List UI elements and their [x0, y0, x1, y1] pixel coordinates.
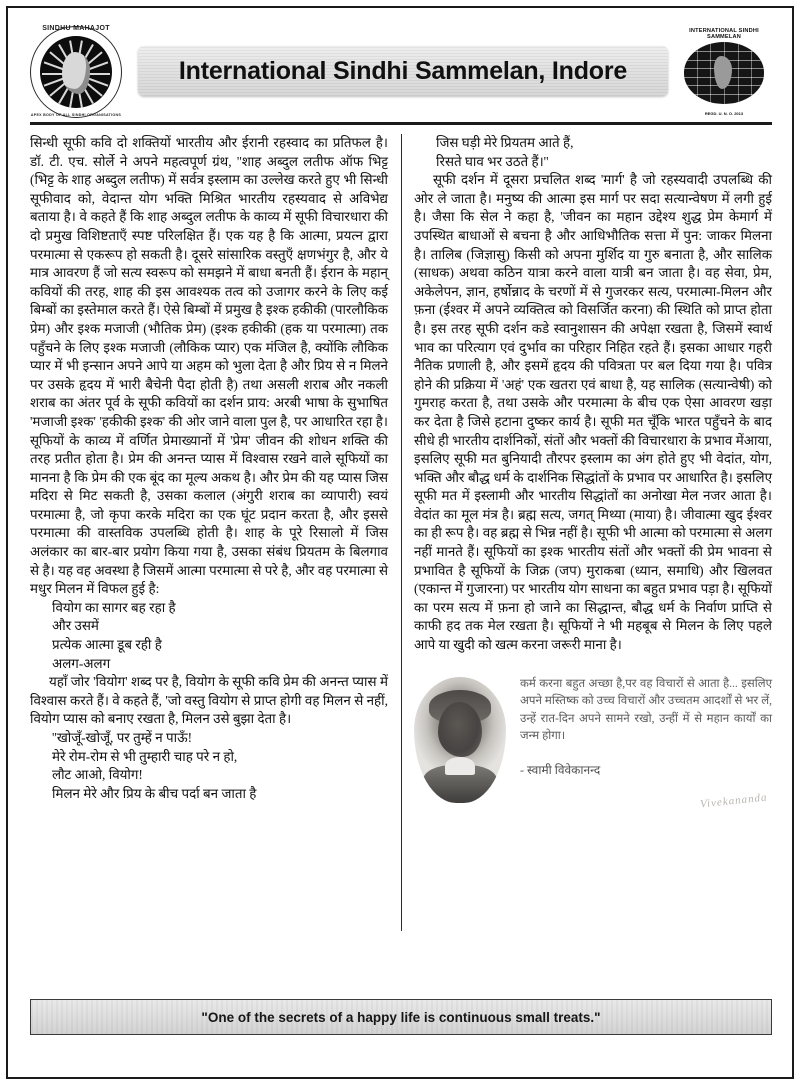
- page-title-plate: [138, 46, 668, 96]
- verse-line: अलग-अलग: [52, 655, 111, 671]
- verse-line: मेरे रोम-रोम से भी तुम्हारी चाह परे न हो,: [52, 748, 238, 764]
- vivekananda-quote: कर्म करना बहुत अच्छा है,पर वह विचारों से आता है... इसलिए अपने मस्तिष्क को उच्च विचारों और उच्चतम आदर्शों से भर लें, उन्हें रात-दिन अपने सामने रखो, उन्हीं में से महान कार्यों का जन्म होगा।: [520, 676, 772, 743]
- left-paragraph-2: यहाँ जोर 'वियोग' शब्द पर है, वियोग के सूफी कवि प्रेम की अनन्त प्यास में विश्वास करते हैं। वे कहते हैं, 'जो वस्तु वियोग से प्राप्त होगी वह मिलन से नहीं, वियोग प्यास को बनाए रखता है, मिलन उसे बुझा देता है।: [30, 674, 388, 727]
- verse-line: जिस घड़ी मेरे प्रियतम आते हैं,: [436, 135, 574, 150]
- left-verse-1: [30, 599, 388, 673]
- swami-vivekananda-portrait-icon: [414, 677, 506, 803]
- international-sindhi-sammelan-logo-icon: [676, 28, 772, 118]
- vivekananda-signature: Vivekananda: [699, 791, 769, 811]
- vivekananda-quote-text-block: [506, 669, 772, 778]
- globe-icon: [684, 42, 765, 103]
- header-divider-rule: [30, 122, 772, 125]
- left-verse-2: [30, 729, 388, 803]
- vivekananda-quote-panel: [414, 669, 772, 809]
- sindhu-mahajot-logo-icon: [30, 26, 122, 118]
- verse-line: रिसते घाव भर उठते हैं।'': [436, 153, 549, 169]
- left-column: [30, 134, 401, 934]
- verse-line: वियोग का सागर बह रहा है: [52, 599, 176, 615]
- verse-line: और उसमें: [52, 618, 99, 634]
- right-verse-1: [414, 134, 772, 171]
- globe-landmass: [714, 56, 732, 89]
- right-column: [401, 134, 772, 934]
- globe-caption-top: INTERNATIONAL SINDHI SAMMELAN: [689, 28, 759, 40]
- seal-core: [40, 36, 112, 108]
- portrait-face: [438, 702, 482, 757]
- column-divider: [401, 134, 402, 931]
- footer-quote-banner: [30, 999, 772, 1035]
- verse-line: मिलन मेरे और प्रिय के बीच पर्दा बन जाता है: [52, 785, 257, 801]
- vivekananda-attribution: - स्वामी विवेकानन्द: [520, 762, 601, 777]
- verse-line: लौट आओ, वियोग!: [52, 767, 143, 783]
- seal-emblem-figure-icon: [62, 52, 91, 94]
- seal-caption-bottom: APEX BODY OF ALL SINDHI ORGANISATIONS: [30, 113, 122, 117]
- seal-caption-top: SINDHU MAHAJOT: [42, 25, 110, 32]
- page-title: International Sindhi Sammelan, Indore: [178, 56, 628, 85]
- left-paragraph-1: सिन्धी सूफी कवि दो शक्तियों भारतीय और ईरानी रहस्वाद का प्रतिफल है। डॉ. टी. एच. सोर्ले ने अपने महत्वपूर्ण ग्रंथ, ''शाह अब्दुल लतीफ ऑफ भिट्ट (भिट्ट के शाह अब्दुल लतीफ) में सर्वत्र इस्लाम का उल्लेख करते हुए भी सिन्धी सूफीवाद को, वेदान्त योग भक्ति मिश्रित भारतीय रहस्यवाद से अविभेद्य बताया है। वे कहते हैं कि शाह अब्दुल लतीफ के काव्य में सूफी विचारधारा की दो प्रमुख विशिष्टताएँ स्पष्ट परिलक्षित हैं। एक यह है कि आत्मा, प्रयत्न द्वारा परमात्मा से एकरूप हो सकती है। दूसरे सांसारिक वस्तुएँ क्षणभंगुर है, और ये मात्र आवरण हैं जो सत्य स्वरूप को समझने में बाधा बनती हैं। ईरान के महान् कवियों की तरह, शाह की इस आवश्यक तत्व को उजागर करने के लिए कई बिम्बों का इस्तेमाल करते हैं। ऐसे बिम्बों में प्रमुख है इश्क हकीकी (पारलौकिक प्रेम) और इश्क मजाजी (भौतिक प्रेम) (इश्क हकीकी (हक या परमात्मा) तक पहुँचने के लिए इश्क मजाजी (लौकिक प्यार) एक मंजिल है, क्योंकि लौकिक प्यार में भी इन्सान अपने आपे या अहम को भुला देता है और प्रिय से न मिलने पर उसके हृदय में भारी बैचेनी पैदा होती है) तथा असली शराब और नकली शराब का अंतर पूर्व के सूफी कवियों का दर्शन प्राय: अरबी भाषा के सुभाषित 'मजाजी इश्क' 'हकीकी इश्क' की ओर जाने वाला पुल है, पर आधारित रहा है। सूफियों के काव्य में वर्णित प्रेमाख्यानों में 'प्रेम' जीवन की शोधन शक्ति की तरह प्रतीत होता है। प्रेम की अनन्त प्यास में विश्वास रखने वाले सूफियों का मानना है कि प्रेम की एक बूंद का मूल्य अकथ है। और प्रेम की यह प्यास जिस मदिरा से मिट सकती है, उसका कलाल (अंगुरी शराब का व्यापारी) स्वयं परमात्मा है, जो कृपा करके मदिरा का एक घूंट प्रदान करता है, और इससे परमात्मा की वास्तविक उपलब्धि होती है। शाह के पूरे रिसालो में जिस अलंकार का बार-बार प्रयोग किया गया है, उसका संबंध प्रियतम के बिलगाव से है। यह वह अवस्था है जिसमें आत्मा परमात्मा से परे है, और वह परमात्मा से मधुर मिलन में विफल हुई है:: [30, 135, 388, 597]
- verse-line: प्रत्येक आत्मा डूब रही है: [52, 637, 162, 653]
- page-content: [22, 18, 778, 1067]
- globe-caption-bottom: REGD. U. N. O. 2013: [704, 111, 744, 116]
- footer-quote-text: "One of the secrets of a happy life is continuous small treats.": [201, 1009, 601, 1025]
- portrait-collar: [445, 757, 474, 775]
- right-paragraph-1: सूफी दर्शन में दूसरा प्रचलित शब्द 'मार्ग' है जो रहस्यवादी उपलब्धि की ओर ले जाता है। मनुष्य की आत्मा इस मार्ग पर सदा सत्यान्वेषण में लगी हुई है। जैसा कि सेल ने कहा है, 'जीवन का महान उद्देश्य शुद्ध प्रेम केमार्ग में उपस्थित बाधाओं से बचना है और आधिभौतिक सत्ता में पुन: जाकर मिलना है। तालिब (जिज्ञासु) किसी को अपना मुर्शिद या गुरु बनाता है, और सालिक (साधक) अथवा कठिन यात्रा करने वाला यात्री बन जाता है। वह सेवा, प्रेम, अकेलेपन, ज्ञान, हर्षोन्नाद के चरणों में से गुजरकर सत्य, परमात्मा-मिलन और फ़ना (ईश्वर में अपने व्यक्तित्व को विसर्जित करना) की स्थिति को प्राप्त होता है। इस तरह सूफी दर्शन कडे स्वानुशासन की अपेक्षा रखता है, जिसमें स्वार्थ भाव का परित्याग एवं दुर्भाव का परिहार निहित रहते हैं। इसका आधार गहरी नैतिक प्रणाली है, और इसमें हृदय की पवित्रता पर बल दिया गया है। पवित्र होने की प्रक्रिया में 'अहं' एक खतरा एवं बाधा है, यह सालिक (सत्यान्वेषी) को गुमराह करता है, तथा उसके और परमात्मा के बीच एक ऐसा आवरण खड़ा कर देता है जिसे हटाना दुष्कर कार्य है। सूफी मत चूँकि भारत पहुँचने के बाद सीधे ही भारतीय दार्शनिकों, संतों और भक्तों की विचारधारा के प्रभाव मेंआया, इसलिए सूफी मत बुनियादी तौरपर इस्लाम का अंग होते हुए भी वेदांत, योग, भक्ति और बौद्ध धर्म के दार्शनिक सिद्धांतों के प्रभाव पर आधारित है। इसलिए सूफी मत में इस्लामी और भारतीय सिद्धांतों का अनोखा मेल नजर आता है। वेदांत का मूल मंत्र है। ब्रह्म सत्य, जगत् मिथ्या (माया) है। जीवात्मा खुद ईश्वर का ही रूप है। वह ब्रह्म से भिन्न नहीं है। सूफी भी आत्मा को परमात्मा से अलग नहीं मानते हैं। सूफियों का इश्क भारतीय संतों और भक्तों की प्रेम भावना से प्रभावित है सूफियों के जिक्र (जप) मुराकबा (ध्यान, समाधि) और खिलवत (एकान्त में गुजारना) पर भारतीय योग साधना का बहुत प्रभाव पड़ा है। सूफियों का परम सत्य में फ़ना हो जाने का सिद्धान्त, बौद्ध धर्म के निर्वाण प्राप्ति से काफी हद तक मेल रखता है। सूफियों ने भी महबूब से मिलन के लिए पहले आपे या खुदी को खत्म करना जरूरी माना है।: [414, 172, 772, 653]
- verse-line: ''खोजूँ-खोजूँ, पर तुम्हें न पाऊँ!: [52, 730, 193, 745]
- masthead: [22, 18, 778, 124]
- article-columns: [30, 134, 772, 934]
